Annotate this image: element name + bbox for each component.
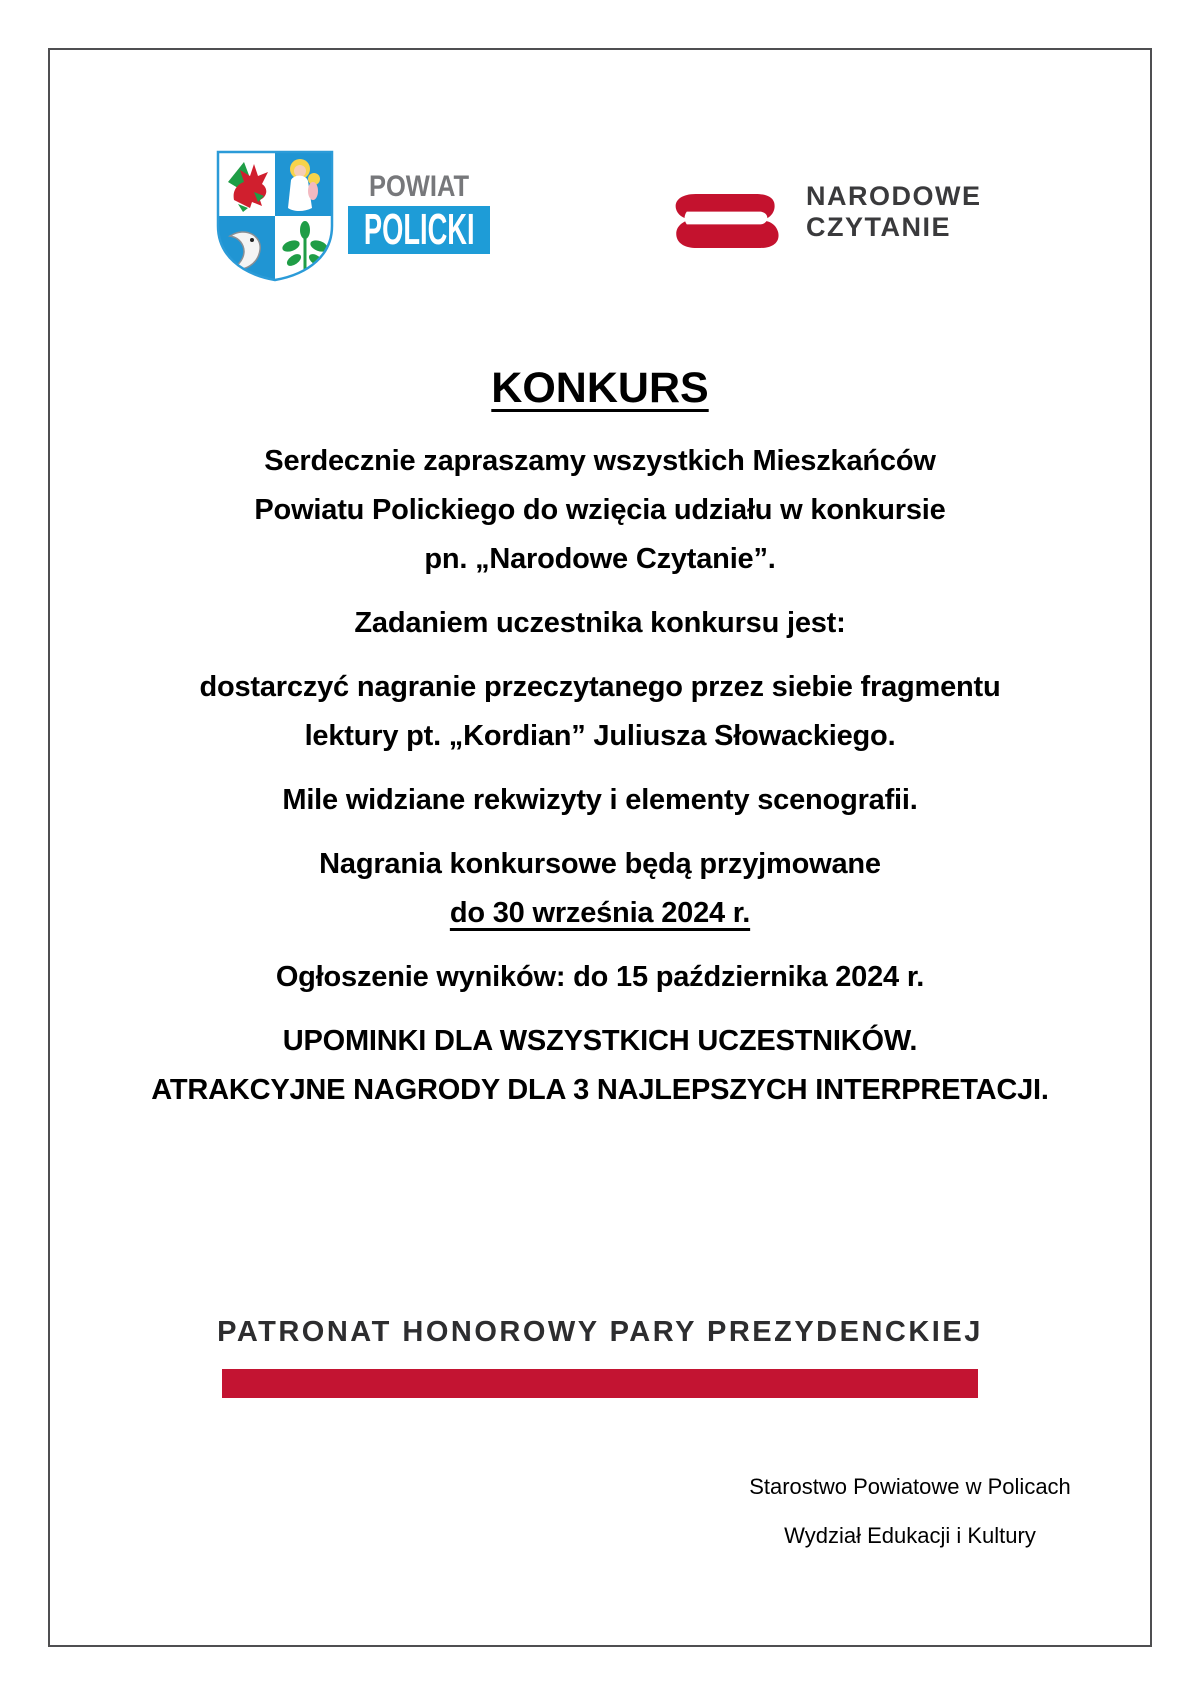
paragraph-line: Powiatu Polickiego do wzięcia udziału w konkursie (254, 494, 946, 526)
paragraphs (40, 437, 1160, 1130)
paragraph-line: pn. „Narodowe Czytanie”. (424, 543, 776, 575)
paragraph-line: dostarczyć nagranie przeczytanego przez siebie fragmentu (199, 671, 1001, 703)
narodowe-label: NARODOWE (806, 181, 982, 211)
book-icon (672, 192, 790, 249)
paragraph (40, 663, 1160, 761)
paragraph (40, 1017, 1160, 1115)
paragraph-line: ATRAKCYJNE NAGRODY DLA 3 NAJLEPSZYCH INTERPRETACJI. (151, 1074, 1049, 1106)
patronage-red-bar (222, 1369, 978, 1398)
policki-label: POLICKI (363, 205, 475, 254)
footer-line-2: Wydział Edukacji i Kultury (784, 1523, 1036, 1548)
czytanie-label: CZYTANIE (806, 212, 951, 242)
patronage-text: PATRONAT HONOROWY PARY PREZYDENCKIEJ (217, 1316, 983, 1348)
paragraph-line: Ogłoszenie wyników: do 15 października 2024 r. (275, 961, 925, 993)
footer (700, 1462, 1120, 1560)
paragraph-line: do 30 września 2024 r. (449, 897, 751, 929)
powiat-logo-text (348, 170, 490, 204)
paragraph (40, 776, 1160, 825)
paragraph-line: UPOMINKI DLA WSZYSTKICH UCZESTNIKÓW. (282, 1025, 918, 1057)
footer-line-1: Starostwo Powiatowe w Policach (749, 1474, 1071, 1499)
paragraph-line: Mile widziane rekwizyty i elementy scenografii. (282, 784, 918, 816)
narodowe-czytanie-logo-text (806, 181, 982, 243)
paragraph (40, 953, 1160, 1002)
paragraph-line: Zadaniem uczestnika konkursu jest: (354, 607, 846, 639)
page-title: KONKURS (491, 364, 709, 412)
paragraph-line: Nagrania konkursowe będą przyjmowane (319, 848, 881, 880)
page-title-wrap (0, 364, 1200, 413)
paragraph (40, 599, 1160, 648)
coat-of-arms-icon (214, 148, 336, 284)
paragraph (40, 437, 1160, 584)
policki-banner (348, 206, 490, 254)
powiat-label: POWIAT (368, 170, 470, 203)
paragraph (40, 840, 1160, 938)
paragraph-line: Serdecznie zapraszamy wszystkich Mieszkańców (264, 445, 936, 477)
paragraph-line: lektury pt. „Kordian” Juliusza Słowackiego. (304, 720, 896, 752)
